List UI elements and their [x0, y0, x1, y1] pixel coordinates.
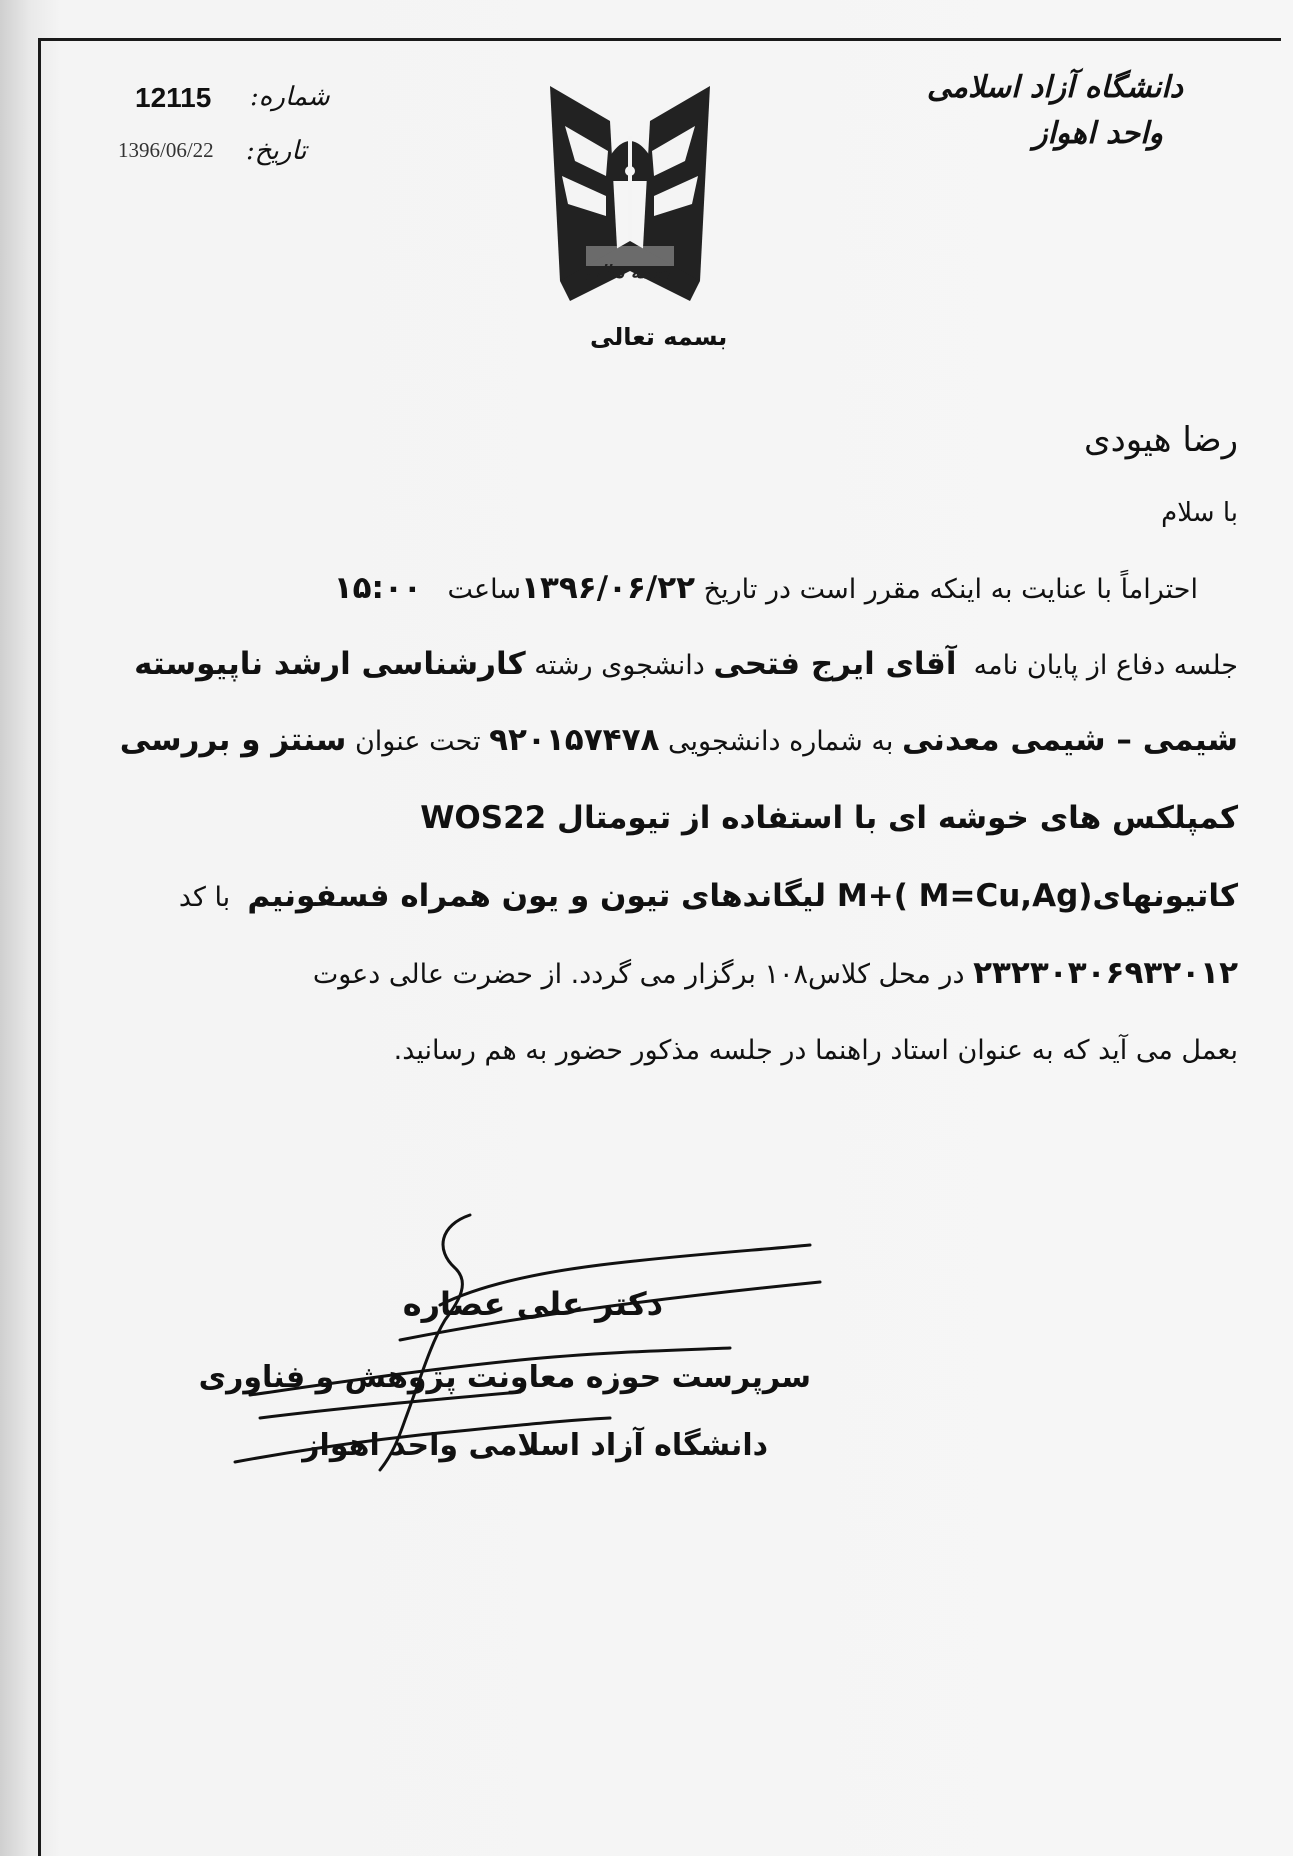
unit-name: واحد اهواز [1032, 116, 1163, 151]
number-label: شماره: [250, 82, 330, 112]
signatory-name: دکتر علی عصاره [402, 1285, 663, 1323]
line1-text: احتراماً با عنایت به اینکه مقرر است در تاریخ [703, 574, 1198, 605]
university-name: دانشگاه آزاد اسلامی [926, 70, 1183, 105]
title-start: سنتز و بررسی [119, 722, 347, 758]
letter-date: 1396/06/22 [118, 138, 214, 162]
student-id: ۹۲۰۱۵۷۴۷۸ [489, 722, 660, 758]
session-date: ۱۳۹۶/۰۶/۲۲ [521, 570, 696, 606]
greeting: با سلام [1161, 498, 1238, 528]
line2-pre: جلسه دفاع از پایان نامه [973, 650, 1238, 681]
code-label: با کد [178, 882, 231, 913]
date-label: تاریخ: [246, 136, 307, 166]
session-hour: ۱۵:۰۰ [333, 570, 422, 606]
thesis-code: ۲۳۲۳۰۳۰۶۹۳۲۰۱۲ [973, 955, 1238, 991]
degree: کارشناسی ارشد ناپیوسته [134, 646, 526, 682]
letter-number: 12115 [135, 82, 212, 113]
student-name: آقای ایرج فتحی [713, 646, 957, 682]
thesis-title-line: کمپلکس های خوشه ای با استفاده از تیومتال WOS22 [420, 800, 1238, 836]
hour-label: ساعت [447, 574, 522, 605]
thesis-title-line-2: کاتیونهای(M=Cu,Ag )+M لیگاندهای تیون و یون همراه فسفونیم [247, 878, 1238, 914]
line3-mid: به شماره دانشجویی [668, 726, 894, 757]
logo-caption: بسمه تعالی [585, 262, 673, 283]
line7-text: بعمل می آید که به عنوان استاد راهنما در جلسه مذکور حضور به هم رسانید. [393, 1035, 1238, 1066]
addressee: رضا هیودی [1084, 420, 1238, 460]
title-label: تحت عنوان [354, 726, 481, 757]
invocation: بسمه تعالی [590, 323, 728, 351]
field: شیمی – شیمی معدنی [901, 722, 1238, 758]
line2-mid: دانشجوی رشته [534, 650, 705, 681]
signatory-organization: دانشگاه آزاد اسلامی واحد اهواز [302, 1428, 768, 1463]
line6-text: در محل کلاس۱۰۸ برگزار می گردد. از حضرت عالی دعوت [312, 959, 965, 990]
signatory-position: سرپرست حوزه معاونت پژوهش و فناوری [198, 1360, 811, 1395]
